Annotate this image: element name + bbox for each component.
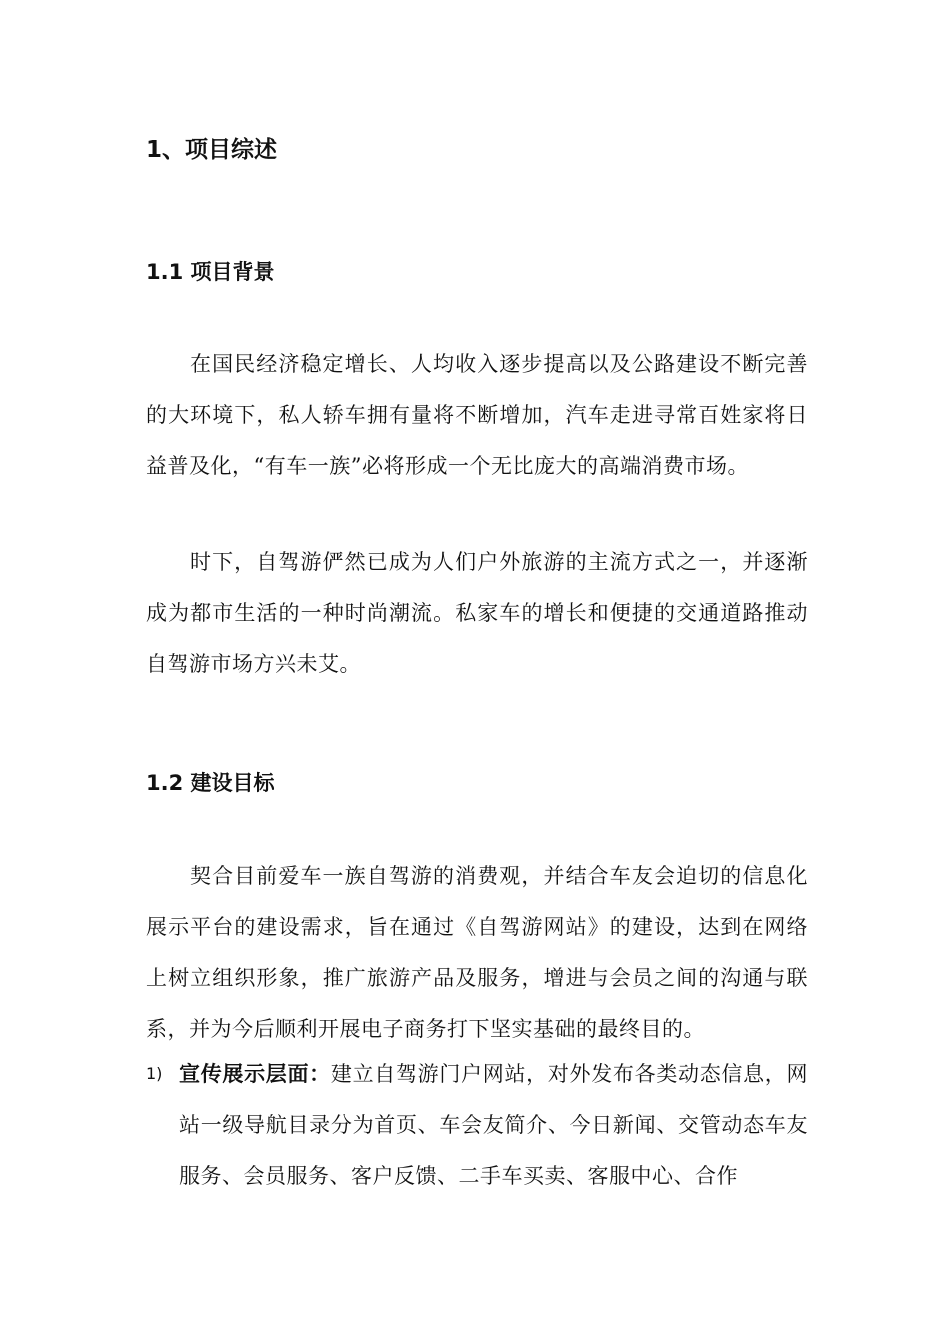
chapter-heading: 1、项目综述 xyxy=(146,137,278,163)
list-item-body: 建立自驾游门户网站，对外发布各类动态信息，网站一级导航目录分为首页、车会友简介、今日新闻、交管动态车友服务、会员服务、客户反馈、二手车买卖、客服中心、合作 xyxy=(179,1062,808,1188)
list-item-lead: 宣传展示层面： xyxy=(179,1062,331,1086)
section-heading-goals: 1.2 建设目标 xyxy=(146,771,275,795)
section-heading-background: 1.1 项目背景 xyxy=(146,260,275,284)
list-item-text xyxy=(179,1049,808,1202)
list-item-number: 1) xyxy=(146,1064,163,1083)
list-item xyxy=(146,1049,808,1202)
background-paragraph-1: 在国民经济稳定增长、人均收入逐步提高以及公路建设不断完善的大环境下，私人轿车拥有量将不断增加，汽车走进寻常百姓家将日益普及化，“有车一族”必将形成一个无比庞大的高端消费市场。 xyxy=(146,352,808,478)
goals-paragraph: 契合目前爱车一族自驾游的消费观，并结合车友会迫切的信息化展示平台的建设需求，旨在通过《自驾游网站》的建设，达到在网络上树立组织形象，推广旅游产品及服务，增进与会员之间的沟通与联系，并为今后顺利开展电子商务打下坚实基础的最终目的。 xyxy=(146,864,808,1041)
background-paragraph-2: 时下，自驾游俨然已成为人们户外旅游的主流方式之一，并逐渐成为都市生活的一种时尚潮流。私家车的增长和便捷的交通道路推动自驾游市场方兴未艾。 xyxy=(146,550,808,676)
